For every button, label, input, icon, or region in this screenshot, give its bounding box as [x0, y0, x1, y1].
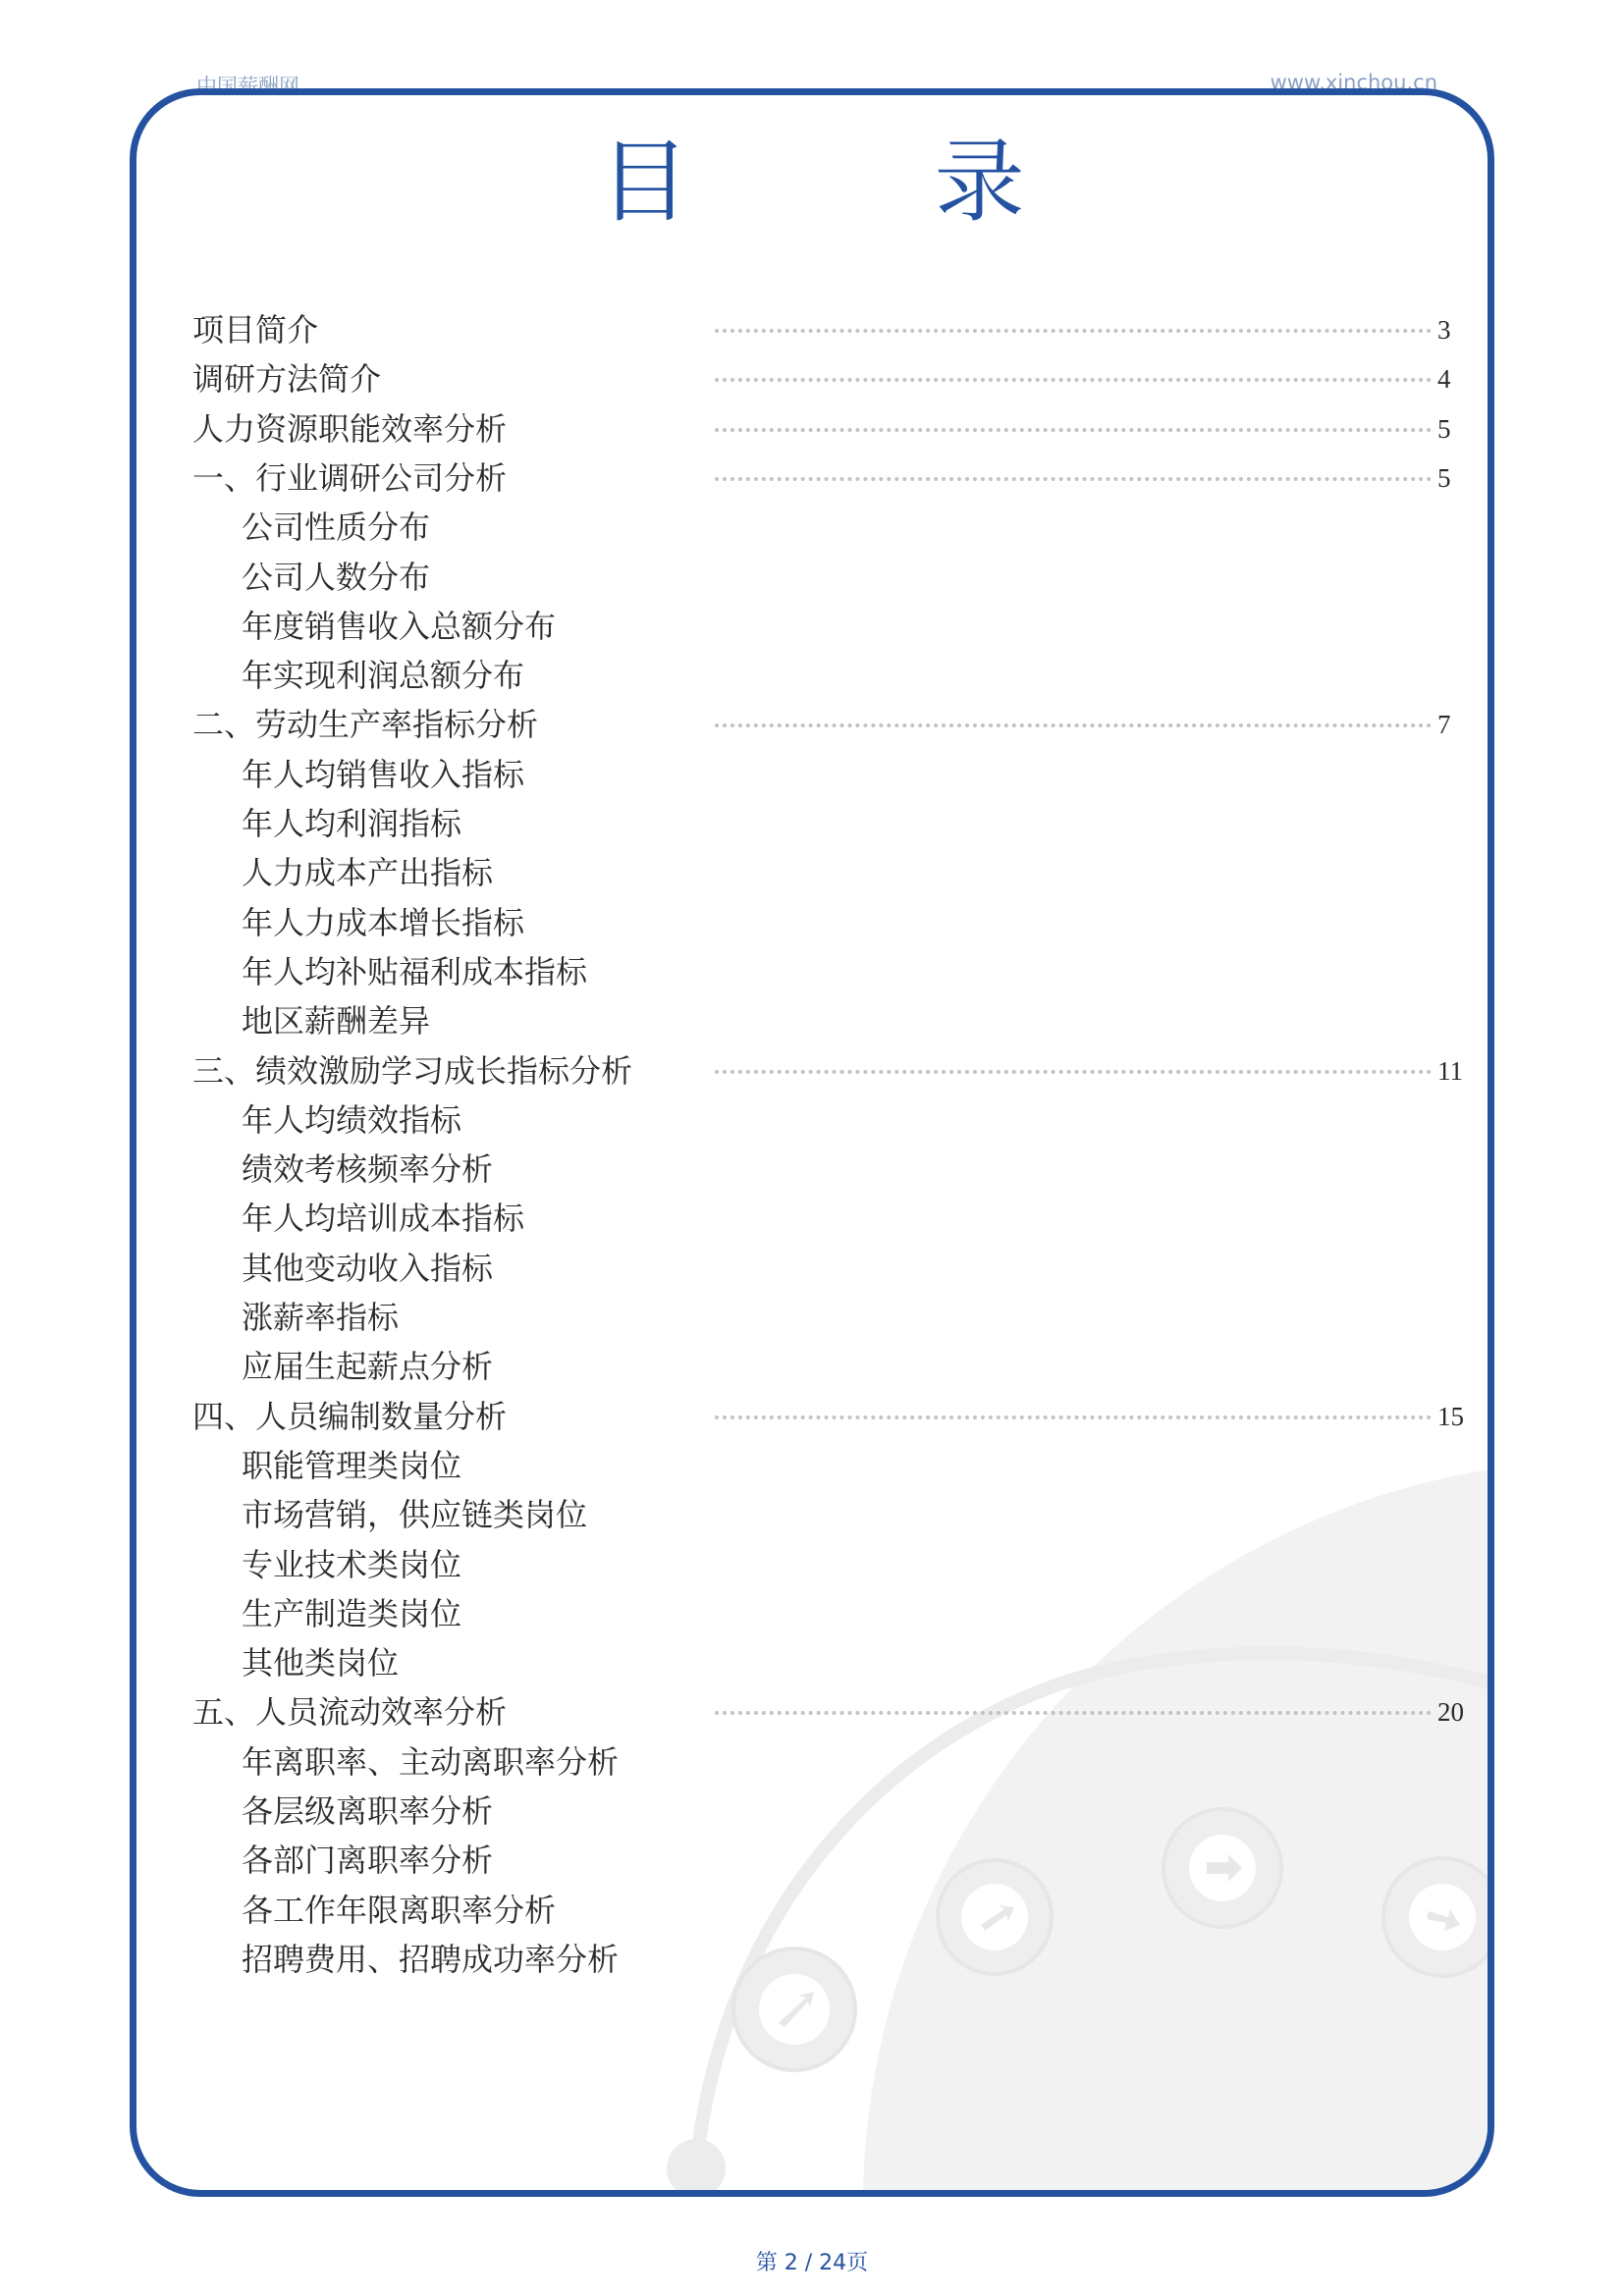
toc-dot-leader: [715, 329, 1432, 337]
toc-subentry[interactable]: 公司人数分布: [242, 558, 431, 596]
toc-entry[interactable]: 四、人员编制数量分析: [192, 1397, 508, 1435]
toc-subentry[interactable]: 年人均销售收入指标: [242, 755, 525, 793]
toc-page-number: 20: [1437, 1697, 1464, 1728]
toc-subentry[interactable]: 生产制造类岗位: [242, 1594, 462, 1632]
header-site-url: www.xinchou.cn: [1270, 71, 1437, 94]
toc-subentry[interactable]: 各层级离职率分析: [242, 1792, 494, 1830]
toc-dot-leader: [715, 428, 1432, 436]
toc-dot-leader: [715, 1711, 1432, 1719]
header-site-name: 中国薪酬网: [196, 75, 299, 98]
toc-subentry[interactable]: 年人均培训成本指标: [242, 1200, 525, 1238]
toc-subentry[interactable]: 人力成本产出指标: [242, 854, 494, 892]
toc-subentry[interactable]: 其他类岗位: [242, 1644, 400, 1682]
toc-subentry[interactable]: 各部门离职率分析: [242, 1842, 494, 1880]
page-number-footer: 第 2 / 24页: [755, 2251, 869, 2275]
toc-page-number: 7: [1437, 710, 1451, 740]
toc-subentry[interactable]: 年人均利润指标: [242, 805, 462, 842]
toc-subentry[interactable]: 各工作年限离职率分析: [242, 1891, 557, 1929]
toc-entry[interactable]: 调研方法简介: [192, 360, 382, 399]
toc-dot-leader: [715, 477, 1432, 485]
toc-subentry[interactable]: 公司性质分布: [242, 508, 431, 547]
toc-subentry[interactable]: 年实现利润总额分布: [242, 657, 525, 695]
toc-subentry[interactable]: 职能管理类岗位: [242, 1446, 462, 1484]
toc-entry[interactable]: 项目简介: [192, 311, 319, 348]
toc-page-number: 3: [1437, 315, 1451, 345]
toc-dot-leader: [715, 378, 1432, 386]
toc-page-number: 4: [1437, 364, 1451, 395]
toc-subentry[interactable]: 年人均补贴福利成本指标: [242, 952, 588, 990]
toc-subentry[interactable]: 市场营销，供应链类岗位: [242, 1496, 588, 1534]
toc-dot-leader: [715, 1070, 1432, 1078]
toc-subentry[interactable]: 地区薪酬差异: [242, 1002, 431, 1041]
toc-subentry[interactable]: 年度销售收入总额分布: [242, 607, 557, 645]
toc-entry[interactable]: 三、绩效激励学习成长指标分析: [192, 1051, 633, 1090]
page-title: 目 录: [599, 130, 1133, 235]
toc-dot-leader: [715, 1415, 1432, 1423]
toc-subentry[interactable]: 专业技术类岗位: [242, 1545, 462, 1583]
toc-subentry[interactable]: 应届生起薪点分析: [242, 1348, 494, 1386]
toc-entry[interactable]: 人力资源职能效率分析: [192, 409, 508, 448]
toc-subentry[interactable]: 年人力成本增长指标: [242, 903, 525, 941]
toc-subentry[interactable]: 年离职率、主动离职率分析: [242, 1742, 620, 1781]
toc-subentry[interactable]: 年人均绩效指标: [242, 1100, 462, 1139]
toc-page-number: 5: [1437, 462, 1451, 493]
toc-subentry[interactable]: 涨薪率指标: [242, 1299, 400, 1336]
toc-page-number: 15: [1437, 1401, 1464, 1431]
toc-subentry[interactable]: 其他变动收入指标: [242, 1249, 494, 1287]
toc-entry[interactable]: 一、行业调研公司分析: [192, 458, 508, 497]
toc-page-number: 5: [1437, 413, 1451, 444]
toc-subentry[interactable]: 绩效考核频率分析: [242, 1150, 494, 1189]
toc-page-number: 11: [1437, 1055, 1463, 1086]
toc-entry[interactable]: 二、劳动生产率指标分析: [192, 706, 539, 744]
toc-dot-leader: [715, 723, 1432, 731]
toc-subentry[interactable]: 招聘费用、招聘成功率分析: [242, 1940, 620, 1978]
toc-entry[interactable]: 五、人员流动效率分析: [192, 1693, 508, 1732]
